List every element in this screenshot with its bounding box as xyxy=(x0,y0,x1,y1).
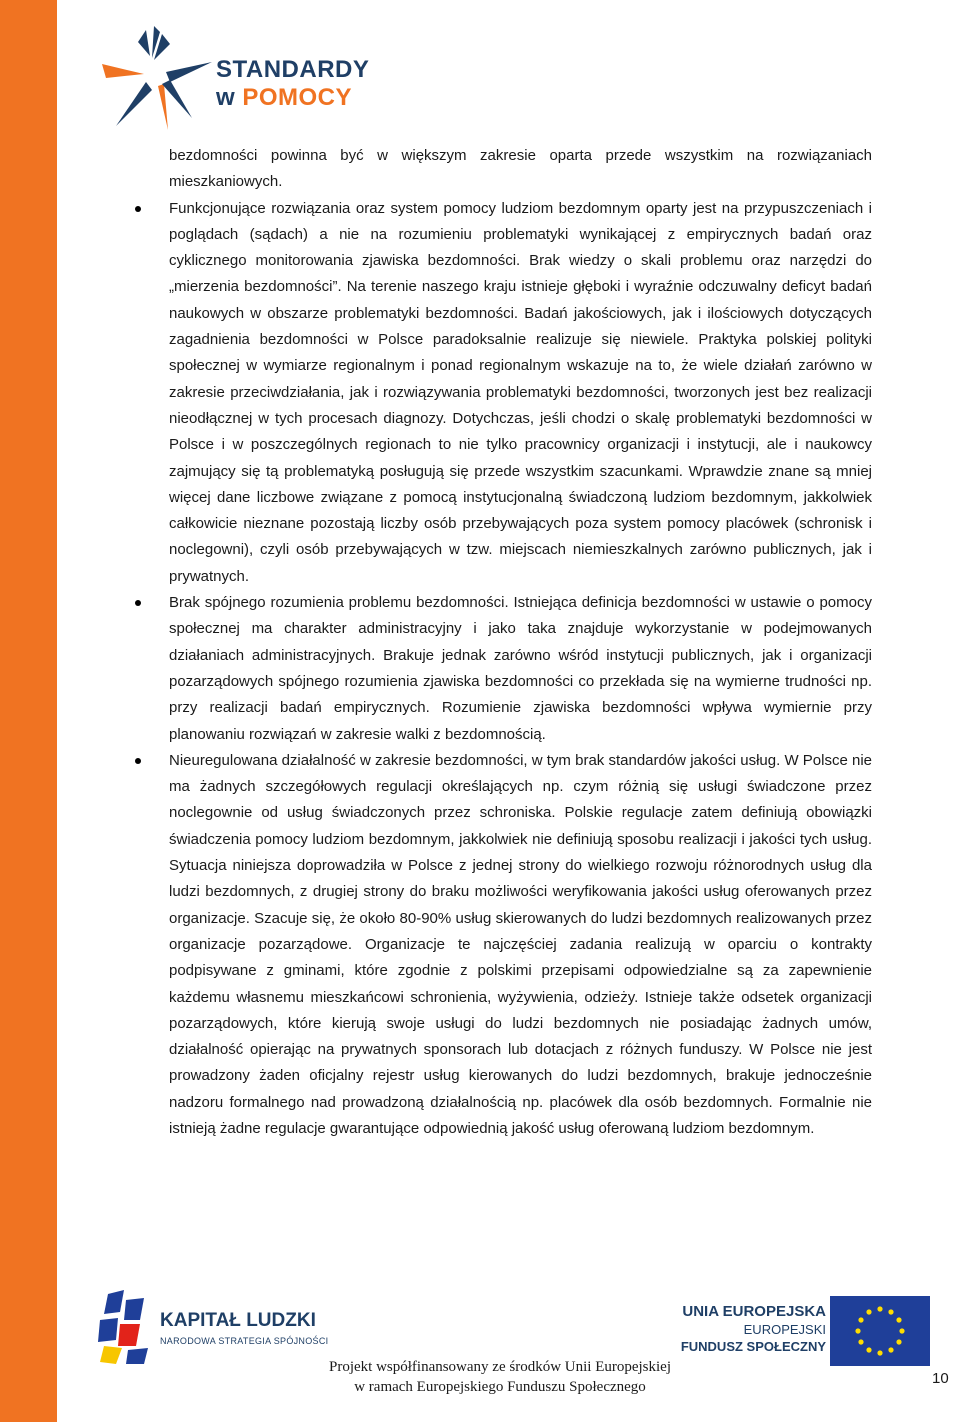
bullet-item xyxy=(169,590,872,748)
standardy-logo xyxy=(96,22,396,134)
logo-subtitle-prefix: w xyxy=(216,84,236,111)
star-logo-icon xyxy=(96,22,214,134)
bullet-item xyxy=(169,196,872,590)
bullet-icon xyxy=(135,600,141,606)
logo-subtitle-word: POMOCY xyxy=(242,84,353,111)
eu-stars xyxy=(830,1296,930,1366)
eu-text xyxy=(681,1302,826,1355)
eu-fund-line1: EUROPEJSKI xyxy=(743,1322,826,1337)
funding-note xyxy=(250,1357,750,1397)
kapital-ludzki-icon xyxy=(96,1290,156,1366)
bullet-text: Nieuregulowana działalność w zakresie bezdomności, w tym brak standardów jakości usług. W Polsce nie ma żadnych szczegółowych regulacji określających np. czym różnią się usługi świadczone przez noclegownie od usług świadczonych przez schroniska. Polskie regulacje zatem definiują obowiązki świadczenia pomocy ludziom bezdomnym, jakkolwiek nie definiują sposobu realizacji i jakości tych usług. Sytuacja niniejsza doprowadziła w Polsce z jednej strony do wielkiego rozwoju różnorodnych usług dla ludzi bezdomnych, z drugiej strony do braku możliwości weryfikowania jakości usług oferowanych przez organizacje. Szacuje się, że około 80-90% usług skierowanych do ludzi bezdomnych realizowanych przez organizacje pozarządowe. Organizacje te najczęściej zadania realizują w oparciu o kontrakty podpisywane z gminami, które zgodnie z polskimi przepisami odpowiedzialne są za zapewnienie każdemu własnemu mieszkańcowi schronienia, wyżywienia, odzieży. Istnieje także odsetek organizacji pozarządowych, które kierują swoje usługi do ludzi bezdomnych nie posiadając żadnych umów, działalność opierając na prywatnych sponsorach lub dotacjach z różnych funduszy. W Polsce nie jest prowadzony żaden oficjalny rejestr usług kierowanych do ludzi bezdomnych, brakuje jednocześnie nadzoru formalnego nad prowadzoną działalnością np. placówek dla osób bezdomnych. Formalnie nie istnieją żadne regulacje gwarantujące odpowiednią jakość usług oferowaną ludziom bezdomnym. xyxy=(169,751,872,1137)
bullet-icon xyxy=(135,206,141,212)
page-number: 10 xyxy=(932,1370,949,1387)
funding-note-line1: Projekt współfinansowany ze środków Unii Europejskiej xyxy=(328,1359,672,1375)
eu-fund-line2: FUNDUSZ SPOŁECZNY xyxy=(680,1339,826,1354)
eu-flag-icon xyxy=(830,1296,930,1366)
bullet-item xyxy=(169,748,872,1142)
kapital-ludzki-subtitle: NARODOWA STRATEGIA SPÓJNOŚCI xyxy=(160,1336,329,1346)
bullet-text: Brak spójnego rozumienia problemu bezdomności. Istniejąca definicja bezdomności w ustawie o pomocy społecznej ma charakter administracyjny i jako taka znajduje wykorzystanie w podejmowanych działaniach administracyjnych. Brakuje jednak zarówno wśród instytucji publicznych, jak i organizacji pozarządowych spójnego rozumienia zjawiska bezdomności co przekłada się na wymierne trudności np. przy realizacji badań empirycznych. Rozumienie zjawiska bezdomności wpływa wymiernie przy planowaniu rozwiązań w zakresie walki z bezdomnością. xyxy=(169,594,872,743)
bullet-icon xyxy=(135,758,141,764)
kapital-ludzki-title: KAPITAŁ LUDZKI xyxy=(160,1310,316,1331)
funding-note-line2: w ramach Europejskiego Funduszu Społecznego xyxy=(354,1379,646,1395)
bullet-list xyxy=(169,196,872,1143)
document-body xyxy=(169,143,872,1142)
left-accent-bar xyxy=(0,0,57,1422)
eu-title: UNIA EUROPEJSKA xyxy=(682,1303,826,1320)
logo-subtitle xyxy=(216,84,352,112)
logo-title: STANDARDY xyxy=(216,56,370,83)
intro-paragraph: bezdomności powinna być w większym zakresie oparta przede wszystkim na rozwiązaniach mieszkaniowych. xyxy=(169,147,872,191)
bullet-text: Funkcjonujące rozwiązania oraz system pomocy ludziom bezdomnym oparty jest na przypuszczeniach i poglądach (sądach) a nie na rozumieniu problematyki wynikającej z empirycznych badań oraz cyklicznego monitorowania zjawiska bezdomności. Brak wiedzy o skali problemu oraz narzędzi do „mierzenia bezdomności”. Na terenie naszego kraju istnieje głęboki i wyraźnie odczuwalny deficyt badań naukowych w obszarze problematyki bezdomności. Badań jakościowych, jak i ilościowych dotyczących zagadnienia bezdomności w Polsce paradoksalnie realizuje się niewiele. Praktyka polskiej polityki społecznej w wymiarze regionalnym i ponad regionalnym wskazuje na to, że wiele działań zarówno w zakresie przeciwdziałania, jak i rozwiązywania problematyki bezdomności, tworzonych jest bez realizacji nieodłącznej w tych procesach diagnozy. Dotychczas, jeśli chodzi o skalę problematyki bezdomności w Polsce i w poszczególnych regionach to nie tylko pracownicy organizacji i instytucji, ale i naukowcy zajmujący się tą problematyką posługują się przede wszystkim szacunkami. Wprawdzie znane są mniej więcej dane liczbowe związane z pomocą instytucjonalną świadczoną ludziom bezdomnym, jakkolwiek całkowicie nieznane pozostają liczby osób przebywających poza system pomocy placówek (schronisk i noclegowni), czyli osób przebywających w tzw. miejscach niemieszkalnych zarówno publicznych, jak i prywatnych. xyxy=(169,199,872,585)
